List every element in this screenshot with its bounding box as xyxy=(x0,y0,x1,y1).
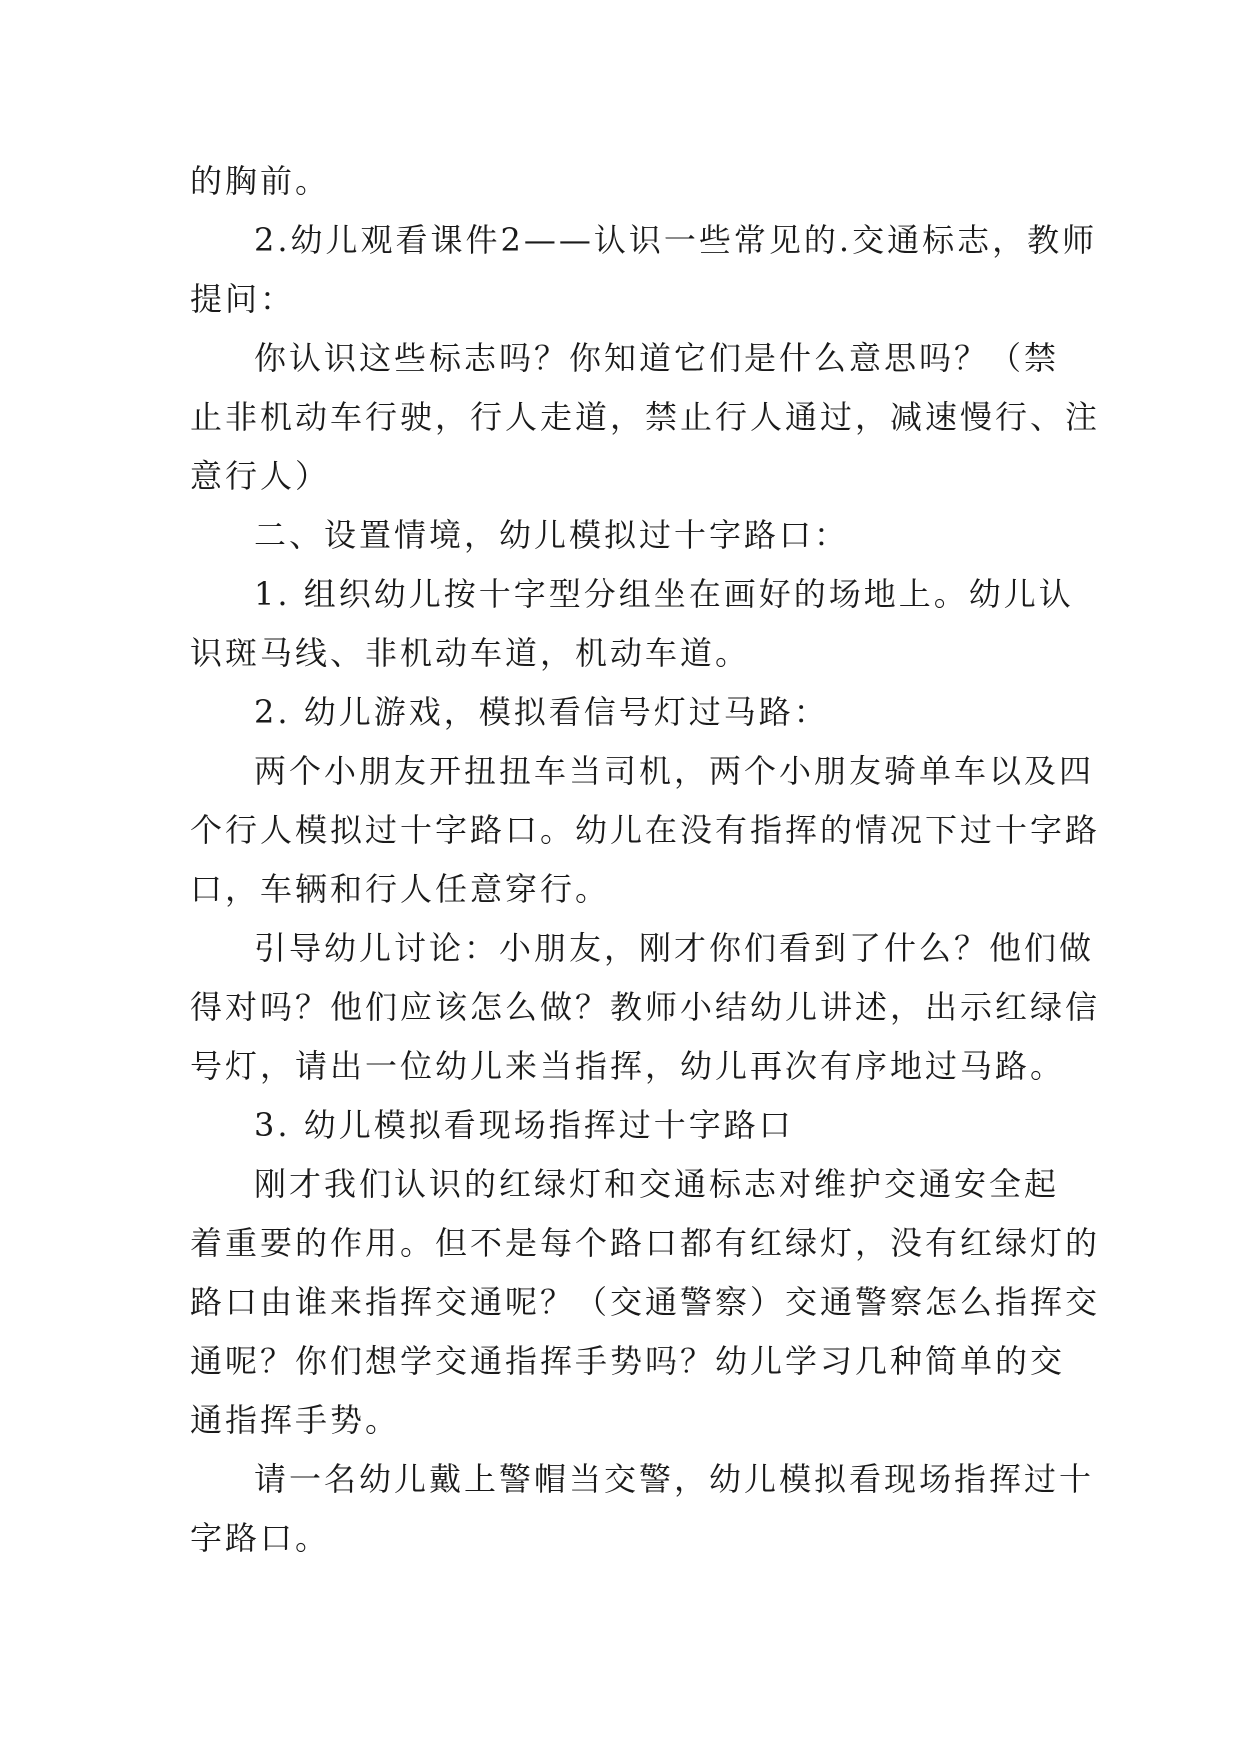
text-line: 通呢？你们想学交通指挥手势吗？幼儿学习几种简单的交 xyxy=(190,1342,1066,1380)
text-line: 3. 幼儿模拟看现场指挥过十字路口 xyxy=(254,1106,794,1144)
text-line: 字路口。 xyxy=(190,1519,331,1557)
paragraph xyxy=(190,329,1101,506)
text-line: 识斑马线、非机动车道，机动车道。 xyxy=(190,634,751,672)
text-line: 个行人模拟过十字路口。幼儿在没有指挥的情况下过十字路 xyxy=(190,811,1101,849)
text-line: 号灯，请出一位幼儿来当指挥，幼儿再次有序地过马路。 xyxy=(190,1047,1066,1085)
paragraph xyxy=(190,742,1101,919)
section-heading xyxy=(190,506,1060,565)
text-line: 二、设置情境，幼儿模拟过十字路口： xyxy=(254,516,850,554)
text-line: 2.幼儿观看课件2——认识一些常见的.交通标志，教师 xyxy=(254,221,1098,259)
paragraph xyxy=(190,1155,1101,1450)
text-line: 着重要的作用。但不是每个路口都有红绿灯，没有红绿灯的 xyxy=(190,1224,1101,1262)
paragraph xyxy=(190,211,1098,329)
paragraph xyxy=(190,1096,1060,1155)
text-line: 1. 组织幼儿按十字型分组坐在画好的场地上。幼儿认 xyxy=(254,575,1074,613)
paragraph xyxy=(190,1450,1095,1568)
text-line: 的胸前。 xyxy=(190,162,331,200)
text-line: 口，车辆和行人任意穿行。 xyxy=(190,870,611,908)
text-line: 2. 幼儿游戏，模拟看信号灯过马路： xyxy=(254,693,829,731)
text-line: 请一名幼儿戴上警帽当交警，幼儿模拟看现场指挥过十 xyxy=(254,1460,1095,1498)
text-line: 止非机动车行驶，行人走道，禁止行人通过，减速慢行、注 xyxy=(190,398,1101,436)
paragraph xyxy=(190,919,1101,1096)
text-line: 两个小朋友开扭扭车当司机，两个小朋友骑单车以及四 xyxy=(254,752,1095,790)
text-line: 路口由谁来指挥交通呢？（交通警察）交通警察怎么指挥交 xyxy=(190,1283,1101,1321)
text-line: 你认识这些标志吗？你知道它们是什么意思吗？（禁 xyxy=(254,339,1060,377)
text-line: 得对吗？他们应该怎么做？教师小结幼儿讲述，出示红绿信 xyxy=(190,988,1101,1026)
text-line: 通指挥手势。 xyxy=(190,1401,401,1439)
text-line: 刚才我们认识的红绿灯和交通标志对维护交通安全起 xyxy=(254,1165,1060,1203)
text-line: 提问： xyxy=(190,280,296,318)
paragraph xyxy=(190,152,1060,211)
paragraph xyxy=(190,565,1074,683)
paragraph xyxy=(190,683,1060,742)
document-body xyxy=(190,152,1101,1568)
text-line: 引导幼儿讨论：小朋友，刚才你们看到了什么？他们做 xyxy=(254,929,1095,967)
text-line: 意行人） xyxy=(190,457,331,495)
